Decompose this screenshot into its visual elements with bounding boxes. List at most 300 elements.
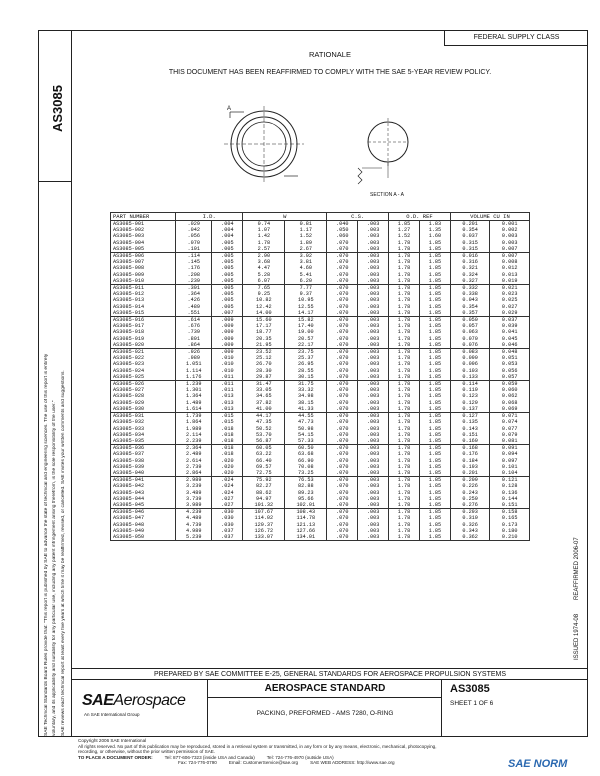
- order-label: TO PLACE A DOCUMENT ORDER:: [78, 754, 153, 760]
- table-cell: 1.85: [419, 458, 450, 464]
- table-cell: 0.81: [285, 221, 327, 228]
- table-cell: 133.07: [243, 534, 285, 541]
- table-cell: 25.37: [285, 355, 327, 361]
- table-cell: .070: [327, 419, 358, 425]
- table-cell: 0.013: [490, 272, 530, 278]
- part-number-cell: AS3085-010: [111, 278, 176, 285]
- table-cell: 2.67: [285, 246, 327, 253]
- reaffirmed-stamp: REAFFIRMED 2006-07: [574, 537, 580, 600]
- table-cell: .070: [327, 278, 358, 285]
- table-cell: .003: [358, 470, 389, 477]
- order-tel: Tel: 877-606-7323 (inside USA and Canada): [164, 754, 255, 760]
- table-cell: .070: [327, 496, 358, 502]
- table-cell: .070: [327, 528, 358, 534]
- table-cell: .007: [212, 310, 243, 317]
- part-number-cell: AS3085-002: [113, 227, 145, 234]
- table-cell: 1.85: [419, 438, 450, 445]
- table-cell: 17.17: [243, 323, 285, 329]
- table-cell: 30.15: [285, 374, 327, 381]
- table-cell: .024: [212, 483, 243, 489]
- table-cell: 1.85: [419, 304, 450, 310]
- table-cell: 1.52: [389, 233, 420, 239]
- table-cell: .070: [327, 355, 358, 361]
- table-cell: 1.78: [389, 323, 420, 329]
- order-email[interactable]: Email: CustomerService@sae.org: [228, 760, 299, 766]
- table-cell: .208: [176, 272, 212, 278]
- table-cell: .070: [327, 445, 358, 452]
- table-cell: .003: [358, 406, 389, 413]
- table-cell: 1.78: [389, 483, 420, 489]
- table-cell: 0.068: [490, 400, 530, 406]
- table-cell: .003: [358, 490, 389, 496]
- table-cell: .003: [358, 426, 389, 432]
- table-cell: .003: [358, 368, 389, 374]
- table-cell: 1.78: [389, 458, 420, 464]
- table-cell: 2.739: [176, 464, 212, 470]
- table-cell: 60.05: [243, 445, 285, 452]
- table-cell: .005: [212, 265, 243, 271]
- table-cell: 1.52: [285, 233, 327, 239]
- table-cell: .029: [176, 221, 212, 228]
- table-cell: 95.66: [285, 496, 327, 502]
- table-cell: 1.78: [389, 387, 420, 393]
- table-cell: .070: [327, 336, 358, 342]
- table-cell: .010: [212, 361, 243, 367]
- table-row: [111, 502, 530, 509]
- table-cell: 0.315: [450, 240, 489, 246]
- table-cell: .070: [327, 502, 358, 509]
- table-cell: 29.87: [243, 374, 285, 381]
- table-cell: 5.239: [176, 534, 212, 541]
- table-row: [111, 438, 530, 445]
- table-cell: 1.85: [419, 336, 450, 342]
- table-cell: 1.78: [389, 297, 420, 303]
- table-cell: 31.47: [243, 381, 285, 388]
- table-cell: .010: [212, 355, 243, 361]
- table-cell: 0.173: [490, 522, 530, 528]
- table-cell: 1.78: [389, 259, 420, 265]
- part-number-cell: AS3085-040: [111, 470, 176, 477]
- table-cell: .018: [212, 451, 243, 457]
- table-row: [111, 374, 530, 381]
- oring-drawing: [218, 98, 438, 208]
- table-cell: .056: [176, 233, 212, 239]
- table-cell: 73.25: [285, 470, 327, 477]
- table-cell: .003: [358, 451, 389, 457]
- table-row: [111, 534, 530, 541]
- table-cell: .018: [212, 432, 243, 438]
- table-cell: 1.78: [389, 477, 420, 484]
- table-cell: 1.35: [419, 227, 450, 233]
- part-number-cell: AS3085-034: [113, 431, 145, 438]
- table-cell: 1.78: [389, 464, 420, 470]
- part-number-cell: AS3085-039: [113, 463, 145, 470]
- table-cell: 1.78: [389, 310, 420, 317]
- table-cell: 0.357: [450, 310, 489, 317]
- table-row: [111, 221, 530, 228]
- part-number-cell: AS3085-012: [113, 291, 145, 298]
- table-cell: .005: [212, 278, 243, 285]
- table-cell: 1.78: [389, 355, 420, 361]
- table-cell: 1.85: [389, 221, 420, 228]
- table-cell: 0.063: [450, 329, 489, 335]
- table-cell: 1.85: [419, 490, 450, 496]
- table-cell: 0.168: [450, 445, 489, 452]
- col-id: I.D.: [176, 213, 243, 221]
- part-number-cell: AS3085-020: [111, 342, 176, 349]
- part-number-cell: AS3085-017: [113, 323, 145, 330]
- table-cell: 0.081: [490, 438, 530, 445]
- table-cell: .864: [176, 342, 212, 349]
- table-cell: .070: [327, 368, 358, 374]
- table-cell: 134.01: [285, 534, 327, 541]
- table-cell: .676: [176, 323, 212, 329]
- table-cell: 3.81: [285, 259, 327, 265]
- section-label: SECTION A - A: [370, 192, 404, 198]
- table-cell: .009: [212, 342, 243, 349]
- table-cell: .551: [176, 310, 212, 317]
- table-cell: 6.07: [243, 278, 285, 285]
- table-cell: 0.094: [490, 451, 530, 457]
- table-cell: .003: [358, 227, 389, 233]
- table-cell: .614: [176, 317, 212, 324]
- table-cell: 0.041: [490, 329, 530, 335]
- table-cell: 1.85: [419, 246, 450, 253]
- table-cell: .003: [358, 534, 389, 541]
- table-cell: 10.95: [285, 297, 327, 303]
- table-cell: 0.180: [490, 528, 530, 534]
- table-row: [111, 342, 530, 349]
- table-cell: 2.614: [176, 458, 212, 464]
- table-cell: 0.062: [490, 393, 530, 399]
- table-cell: .070: [327, 477, 358, 484]
- col-w: W: [243, 213, 327, 221]
- table-cell: 47.73: [285, 419, 327, 425]
- table-cell: .070: [327, 509, 358, 516]
- table-cell: .013: [212, 393, 243, 399]
- table-cell: 3.68: [243, 259, 285, 265]
- table-cell: .020: [212, 464, 243, 470]
- table-cell: 0.176: [450, 451, 489, 457]
- table-row: [111, 413, 530, 420]
- packing-dimensions-table: [110, 212, 530, 541]
- table-cell: .003: [358, 297, 389, 303]
- table-cell: 34.65: [243, 393, 285, 399]
- table-cell: 0.012: [490, 265, 530, 271]
- table-cell: .070: [327, 310, 358, 317]
- table-cell: 53.70: [243, 432, 285, 438]
- table-cell: 50.52: [243, 426, 285, 432]
- part-number-cell: AS3085-014: [113, 303, 145, 310]
- table-cell: 20.57: [285, 336, 327, 342]
- federal-supply-class: FEDERAL SUPPLY CLASS: [444, 30, 588, 46]
- table-cell: 0.184: [450, 458, 489, 464]
- section-a-marker: A: [227, 106, 232, 112]
- table-row: [111, 509, 530, 516]
- table-cell: .003: [358, 528, 389, 534]
- col-volume: VOLUME CU IN: [450, 213, 529, 221]
- sae-logo-word: Aerospace: [113, 692, 186, 709]
- table-cell: 0.002: [490, 227, 530, 233]
- table-cell: 0.071: [490, 413, 530, 420]
- table-cell: 0.045: [490, 336, 530, 342]
- part-number-cell: AS3085-047: [113, 515, 145, 522]
- table-cell: 1.78: [389, 317, 420, 324]
- table-cell: 0.074: [490, 419, 530, 425]
- table-row: [111, 253, 530, 260]
- table-cell: 69.57: [243, 464, 285, 470]
- table-cell: 107.67: [243, 509, 285, 516]
- table-cell: .070: [327, 329, 358, 335]
- table-cell: 1.489: [176, 400, 212, 406]
- sae-logo-main: SAE: [82, 692, 114, 709]
- table-row: [111, 406, 530, 413]
- table-cell: 3.489: [176, 490, 212, 496]
- part-number-cell: AS3085-024: [113, 367, 145, 374]
- table-row: [111, 477, 530, 484]
- table-cell: 1.85: [419, 451, 450, 457]
- table-cell: 0.201: [450, 470, 489, 477]
- part-number-cell: AS3085-021: [113, 349, 145, 356]
- table-row: [111, 349, 530, 356]
- table-cell: .003: [358, 458, 389, 464]
- table-cell: 1.78: [389, 502, 420, 509]
- table-cell: 66.90: [285, 458, 327, 464]
- table-cell: .003: [358, 381, 389, 388]
- table-cell: .018: [212, 426, 243, 432]
- table-cell: .027: [212, 502, 243, 509]
- table-cell: 1.78: [389, 528, 420, 534]
- table-cell: 0.057: [450, 323, 489, 329]
- table-cell: 2.90: [243, 253, 285, 260]
- table-cell: 0.046: [490, 342, 530, 349]
- table-cell: 0.135: [450, 419, 489, 425]
- table-cell: 22.17: [285, 342, 327, 349]
- table-row: [111, 278, 530, 285]
- table-cell: 114.78: [285, 515, 327, 521]
- table-cell: 0.027: [490, 304, 530, 310]
- table-cell: .004: [212, 221, 243, 228]
- table-cell: .003: [358, 438, 389, 445]
- table-cell: 70.08: [285, 464, 327, 470]
- table-cell: 0.007: [490, 246, 530, 253]
- table-cell: 2.57: [243, 246, 285, 253]
- part-number-cell: AS3085-029: [113, 399, 145, 406]
- table-cell: .009: [212, 323, 243, 329]
- table-cell: 21.95: [243, 342, 285, 349]
- table-cell: 4.239: [176, 509, 212, 516]
- table-cell: 1.78: [389, 419, 420, 425]
- part-number-cell: AS3085-023: [113, 361, 145, 368]
- table-cell: 0.051: [490, 355, 530, 361]
- table-cell: 1.78: [389, 496, 420, 502]
- table-cell: 1.85: [419, 419, 450, 425]
- table-cell: 1.78: [389, 285, 420, 292]
- table-cell: 60.50: [285, 445, 327, 452]
- table-cell: 0.326: [450, 522, 489, 528]
- table-cell: 1.85: [419, 515, 450, 521]
- table-cell: 1.78: [389, 240, 420, 246]
- table-cell: 1.85: [419, 253, 450, 260]
- table-cell: .009: [212, 336, 243, 342]
- side-legal-line-3: SAE reviews each technical report at least every five years at which time it may be reaffirmed, revised, or cancelled. SAE invites your written comments and suggestions.: [61, 370, 66, 736]
- table-cell: 1.85: [419, 445, 450, 452]
- part-number-cell: AS3085-048: [113, 521, 145, 528]
- part-number-cell: AS3085-008: [113, 265, 145, 272]
- table-cell: 0.037: [450, 233, 489, 239]
- part-number-cell: AS3085-007: [113, 259, 145, 266]
- table-cell: .070: [327, 490, 358, 496]
- table-cell: 76.53: [285, 477, 327, 484]
- table-cell: 1.78: [389, 451, 420, 457]
- table-cell: 1.78: [389, 336, 420, 342]
- table-cell: 72.75: [243, 470, 285, 477]
- part-number-cell: AS3085-041: [113, 477, 145, 484]
- table-cell: 3.02: [285, 253, 327, 260]
- table-cell: .003: [358, 265, 389, 271]
- table-cell: .005: [212, 240, 243, 246]
- table-cell: 126.72: [243, 528, 285, 534]
- table-cell: 1.85: [419, 534, 450, 541]
- table-cell: 1.85: [419, 349, 450, 356]
- table-cell: .301: [176, 285, 212, 292]
- table-cell: .005: [212, 272, 243, 278]
- table-cell: .060: [327, 233, 358, 239]
- table-cell: .003: [358, 310, 389, 317]
- table-cell: 44.17: [243, 413, 285, 420]
- table-cell: .989: [176, 355, 212, 361]
- table-cell: 1.051: [176, 361, 212, 367]
- table-cell: 1.85: [419, 426, 450, 432]
- table-cell: .176: [176, 265, 212, 271]
- table-cell: 1.78: [389, 406, 420, 413]
- table-cell: .004: [212, 227, 243, 233]
- table-cell: 1.114: [176, 368, 212, 374]
- rationale-title: RATIONALE: [309, 50, 351, 59]
- table-cell: .070: [327, 317, 358, 324]
- table-cell: .426: [176, 297, 212, 303]
- table-cell: .005: [212, 246, 243, 253]
- part-number-cell: AS3085-015: [111, 310, 176, 317]
- table-cell: .070: [327, 349, 358, 356]
- table-cell: 0.343: [450, 528, 489, 534]
- table-cell: .070: [327, 406, 358, 413]
- table-cell: .005: [212, 304, 243, 310]
- table-cell: 1.739: [176, 413, 212, 420]
- sae-web-address[interactable]: SAE WEB ADDRESS: http://www.sae.org: [310, 760, 395, 766]
- table-cell: .003: [358, 240, 389, 246]
- table-cell: .024: [212, 490, 243, 496]
- table-cell: 0.007: [490, 253, 530, 260]
- table-cell: 0.243: [450, 490, 489, 496]
- table-cell: 15.60: [243, 317, 285, 324]
- table-cell: 1.85: [419, 393, 450, 399]
- part-number-cell: AS3085-044: [113, 495, 145, 502]
- table-row: [111, 470, 530, 477]
- table-cell: 9.37: [285, 291, 327, 297]
- table-cell: 4.489: [176, 515, 212, 521]
- table-cell: 1.17: [285, 227, 327, 233]
- table-cell: 28.30: [243, 368, 285, 374]
- table-cell: 2.489: [176, 451, 212, 457]
- table-cell: 0.316: [450, 259, 489, 265]
- table-cell: .070: [327, 483, 358, 489]
- table-cell: .009: [212, 349, 243, 356]
- part-number-cell: AS3085-037: [113, 451, 145, 458]
- table-cell: 0.053: [490, 361, 530, 367]
- table-cell: .070: [327, 361, 358, 367]
- table-cell: 0.083: [450, 349, 489, 356]
- table-cell: .011: [212, 374, 243, 381]
- table-cell: 1.85: [419, 259, 450, 265]
- table-cell: 1.78: [389, 304, 420, 310]
- table-cell: .070: [327, 240, 358, 246]
- title-center-block: [208, 680, 442, 737]
- table-cell: 120.37: [243, 522, 285, 528]
- table-cell: .003: [358, 233, 389, 239]
- table-cell: .030: [212, 515, 243, 521]
- table-cell: 0.310: [450, 515, 489, 521]
- table-cell: .003: [358, 374, 389, 381]
- table-cell: 1.83: [419, 221, 450, 228]
- table-cell: .070: [327, 381, 358, 388]
- table-cell: .070: [327, 265, 358, 271]
- table-cell: .070: [327, 464, 358, 470]
- table-cell: 0.209: [450, 477, 489, 484]
- table-cell: 1.78: [389, 393, 420, 399]
- table-cell: 1.864: [176, 419, 212, 425]
- table-cell: .364: [176, 291, 212, 297]
- table-cell: 1.85: [419, 496, 450, 502]
- table-cell: 1.78: [389, 509, 420, 516]
- table-cell: 9.25: [243, 291, 285, 297]
- table-cell: .003: [358, 361, 389, 367]
- table-cell: .070: [327, 413, 358, 420]
- table-cell: .027: [212, 496, 243, 502]
- table-cell: 1.85: [419, 381, 450, 388]
- table-cell: 1.85: [419, 413, 450, 420]
- part-number-cell: AS3085-042: [113, 483, 145, 490]
- table-cell: 1.78: [243, 240, 285, 246]
- table-cell: 0.362: [450, 534, 489, 541]
- table-cell: 0.101: [490, 464, 530, 470]
- table-cell: 0.003: [490, 240, 530, 246]
- table-cell: 63.68: [285, 451, 327, 457]
- table-cell: .070: [327, 253, 358, 260]
- table-cell: 1.989: [176, 426, 212, 432]
- table-cell: .003: [358, 246, 389, 253]
- table-cell: 5.28: [243, 272, 285, 278]
- table-cell: 1.78: [389, 278, 420, 285]
- table-cell: 1.85: [419, 400, 450, 406]
- table-cell: 0.023: [490, 291, 530, 297]
- table-cell: 1.78: [389, 253, 420, 260]
- part-number-cell: AS3085-026: [113, 381, 145, 388]
- table-cell: 10.82: [243, 297, 285, 303]
- table-cell: .024: [212, 477, 243, 484]
- table-cell: 14.17: [285, 310, 327, 317]
- table-cell: 0.097: [490, 458, 530, 464]
- table-cell: 1.85: [419, 310, 450, 317]
- table-cell: .114: [176, 253, 212, 260]
- table-cell: 54.15: [285, 432, 327, 438]
- table-cell: 66.40: [243, 458, 285, 464]
- table-cell: .003: [358, 278, 389, 285]
- table-cell: 7.77: [285, 285, 327, 292]
- part-number-cell: AS3085-031: [113, 413, 145, 420]
- table-cell: 0.137: [450, 406, 489, 413]
- table-row: [111, 381, 530, 388]
